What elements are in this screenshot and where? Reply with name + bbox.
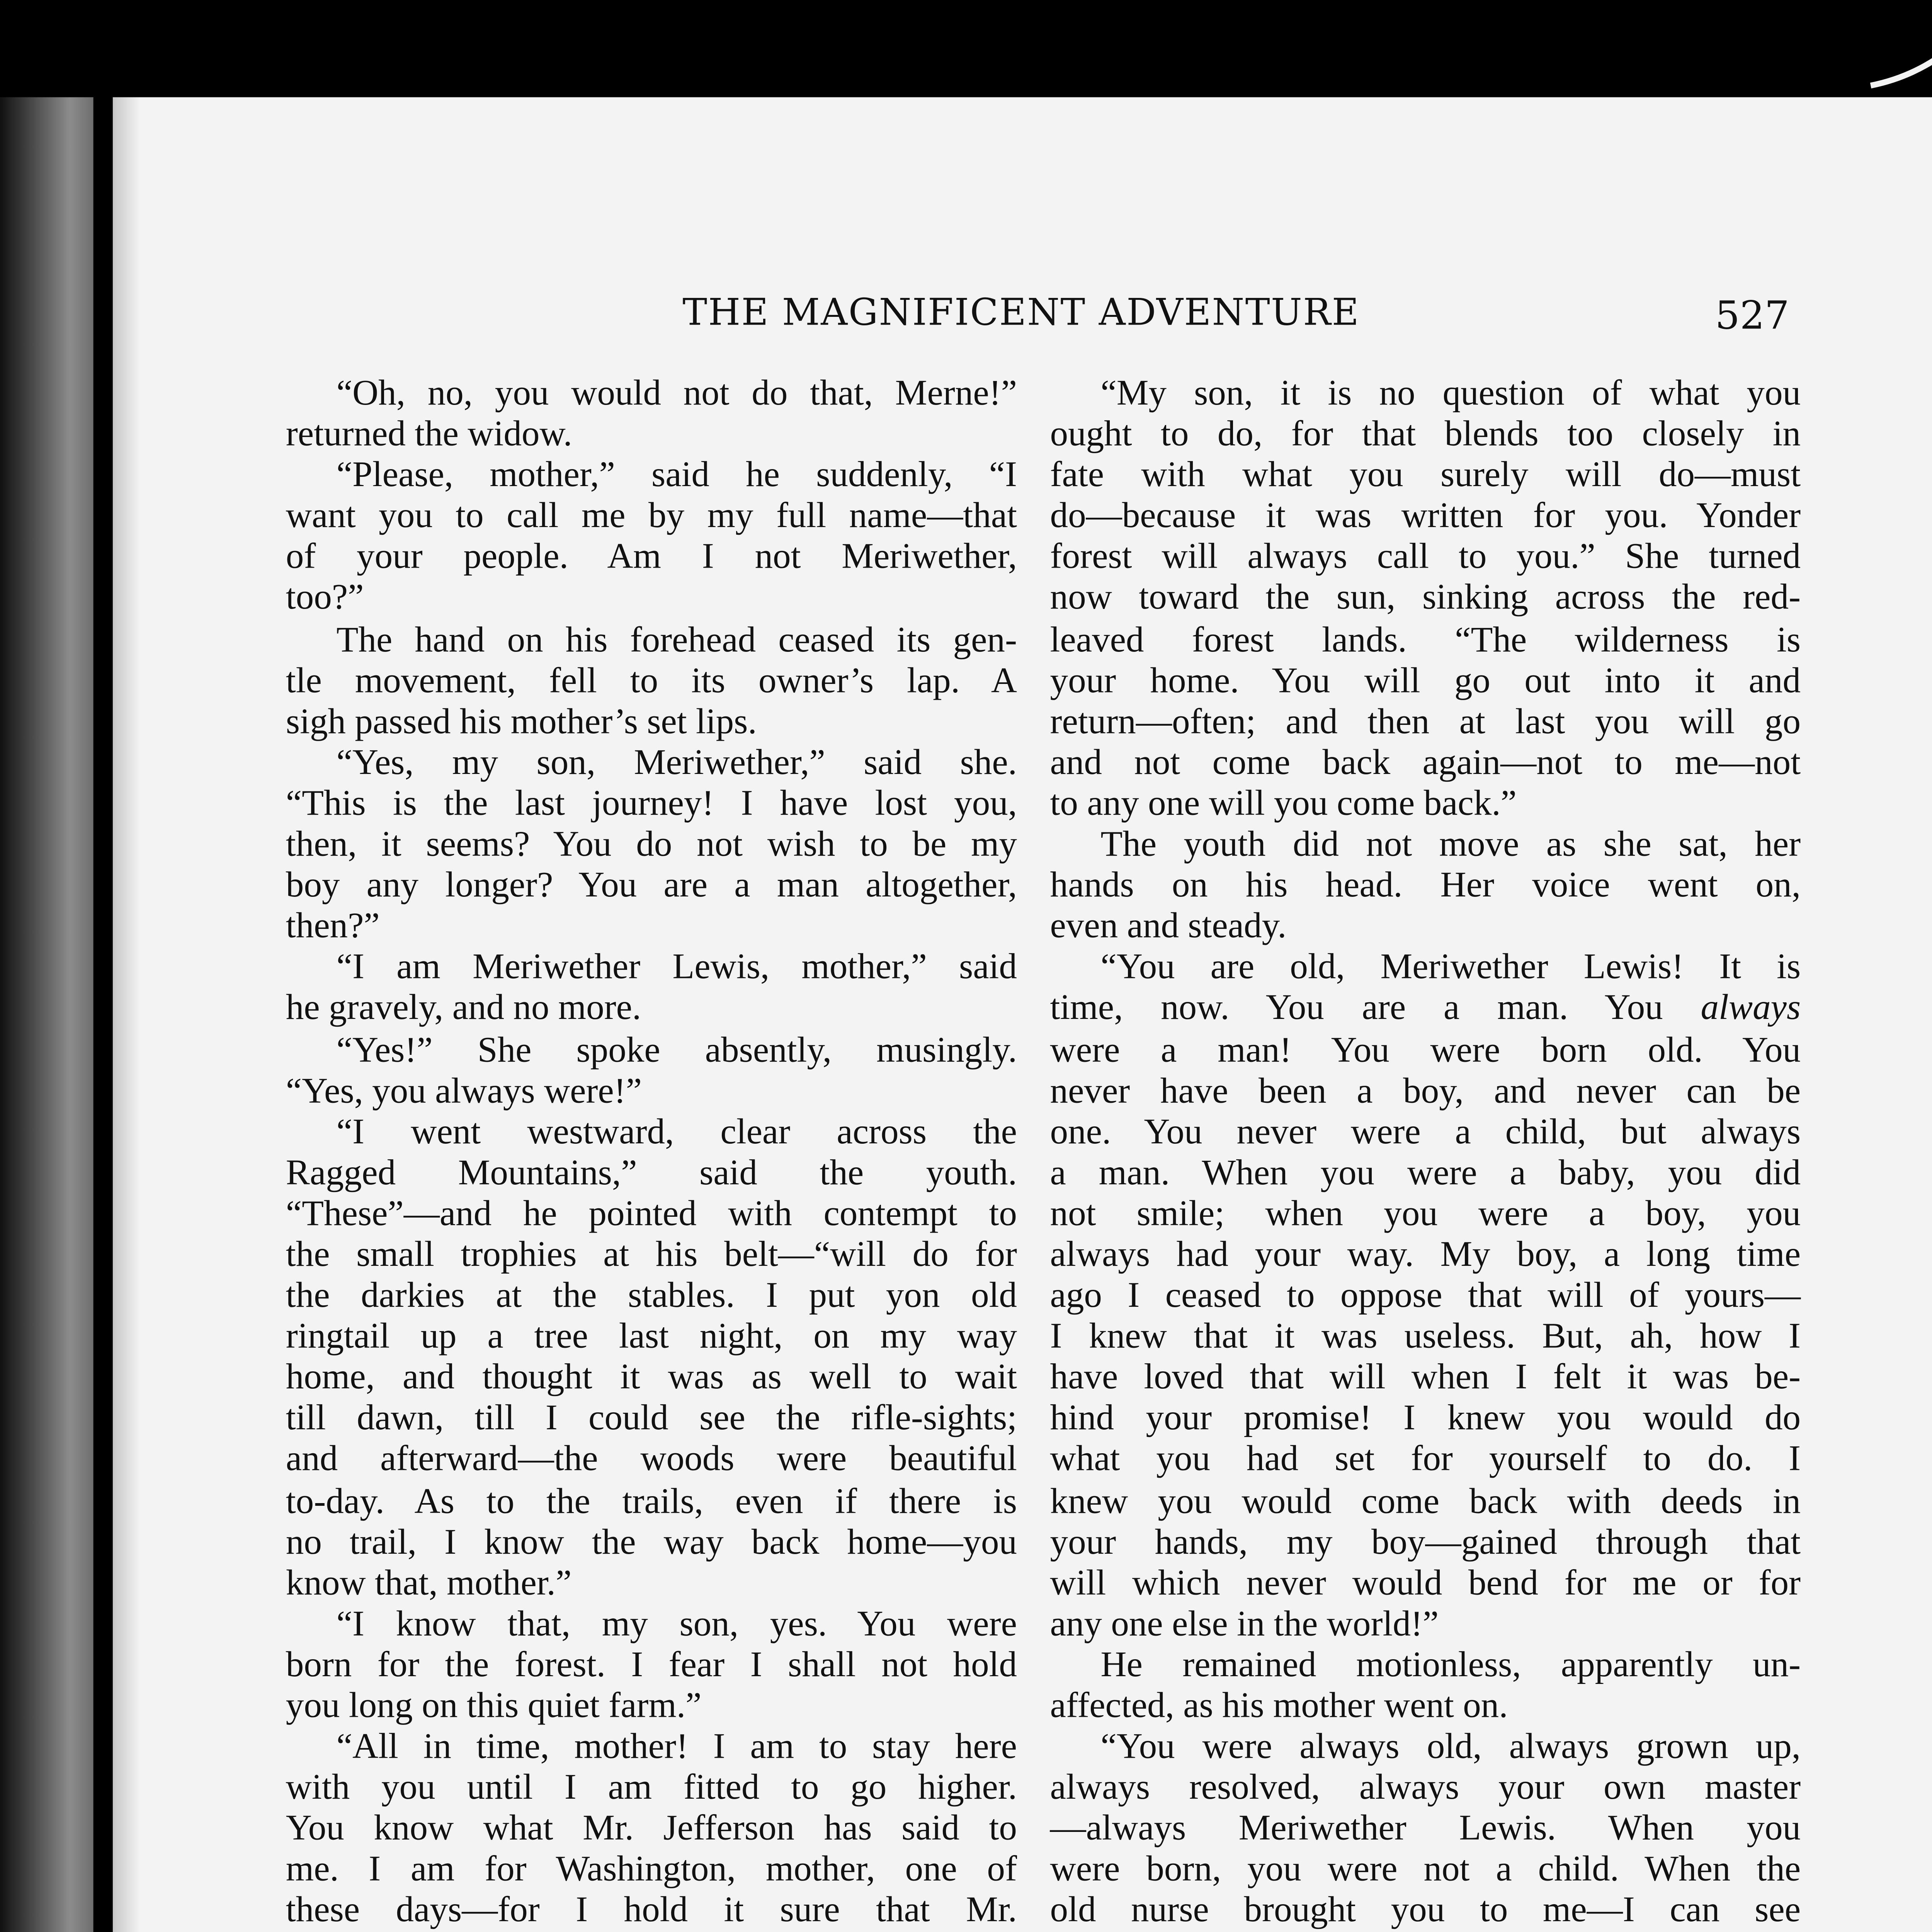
text-line: boy any longer? You are a man altogether, — [286, 867, 1017, 906]
text-line: were born, you were not a child. When the — [1050, 1852, 1801, 1891]
text-line: what you had set for yourself to do. I — [1050, 1442, 1801, 1481]
text-line: with you until I am fitted to go higher. — [286, 1770, 1017, 1809]
text-line: tle movement, fell to its owner’s lap. A — [286, 662, 1017, 702]
text-line: “I am Meriwether Lewis, mother,” said — [336, 949, 1017, 989]
italic-word: always — [1701, 990, 1801, 1030]
text-line: were a man! You were born old. You — [1050, 1031, 1801, 1071]
text-line: he gravely, and no more. — [286, 990, 641, 1030]
text-line: The hand on his forehead ceased its gen- — [336, 621, 1017, 660]
text-line: The youth did not move as she sat, her — [1100, 826, 1801, 866]
text-line: I knew that it was useless. But, ah, how I — [1050, 1318, 1801, 1358]
text-line: even and steady. — [1050, 908, 1287, 947]
text-line: knew you would come back with deeds in — [1050, 1483, 1801, 1522]
text-line: time, now. You are a man. You always — [1050, 990, 1801, 1030]
text-line: hands on his head. Her voice went on, — [1050, 867, 1801, 906]
text-line: “Yes, you always were!” — [286, 1072, 642, 1112]
text-line: do—because it was written for you. Yonder — [1050, 498, 1801, 537]
text-line: too?” — [286, 580, 364, 619]
text-line: till dawn, till I could see the rifle-sights; — [286, 1401, 1017, 1440]
text-line: ago I ceased to oppose that will of yours— — [1050, 1277, 1801, 1317]
text-line: return—often; and then at last you will go — [1050, 703, 1801, 743]
text-line: will which never would bend for me or for — [1050, 1565, 1801, 1604]
text-line: returned the widow. — [286, 416, 572, 456]
text-line: to any one will you come back.” — [1050, 785, 1517, 825]
text-line: your hands, my boy—gained through that — [1050, 1524, 1801, 1563]
text-line: “All in time, mother! I am to stay here — [336, 1729, 1017, 1768]
text-line: ought to do, for that blends too closely in — [1050, 416, 1801, 456]
text-line: “These”—and he pointed with contempt to — [286, 1196, 1017, 1235]
text-line: hind your promise! I knew you would do — [1050, 1401, 1801, 1440]
text-line: “You were always old, always grown up, — [1100, 1729, 1801, 1768]
text-line: want you to call me by my full name—that — [286, 498, 1017, 537]
text-line: then, it seems? You do not wish to be my — [286, 826, 1017, 866]
text-line: You know what Mr. Jefferson has said to — [286, 1811, 1017, 1850]
text-line: then?” — [286, 908, 380, 947]
text-line: “This is the last journey! I have lost you, — [286, 785, 1017, 825]
text-line: sigh passed his mother’s set lips. — [286, 703, 757, 743]
text-line: leaved forest lands. “The wilderness is — [1050, 621, 1801, 660]
text-line: these days—for I hold it sure that Mr. — [286, 1893, 1017, 1932]
text-line: one. You never were a child, but always — [1050, 1114, 1801, 1153]
text-line: not smile; when you were a boy, you — [1050, 1196, 1801, 1235]
text-line: He remained motionless, apparently un- — [1100, 1647, 1801, 1686]
text-line: the small trophies at his belt—“will do for — [286, 1236, 1017, 1276]
text-line: no trail, I know the way back home—you — [286, 1524, 1017, 1563]
text-line: always resolved, always your own master — [1050, 1770, 1801, 1809]
text-line: any one else in the world!” — [1050, 1605, 1439, 1645]
text-column-left — [286, 375, 1017, 1932]
corner-scratch-mark — [1867, 0, 1932, 97]
page-number: 527 — [1715, 291, 1789, 338]
text-line: forest will always call to you.” She turned — [1050, 539, 1801, 578]
text-line: “I went westward, clear across the — [336, 1114, 1017, 1153]
text-line: to-day. As to the trails, even if there is — [286, 1483, 1017, 1522]
text-line: affected, as his mother went on. — [1050, 1688, 1508, 1727]
text-line: fate with what you surely will do—must — [1050, 457, 1801, 497]
text-line: “Please, mother,” said he suddenly, “I — [336, 457, 1017, 497]
text-line: always had your way. My boy, a long time — [1050, 1236, 1801, 1276]
text-line: a man. When you were a baby, you did — [1050, 1155, 1801, 1194]
text-line: and not come back again—not to me—not — [1050, 744, 1801, 784]
text-line: the darkies at the stables. I put yon old — [286, 1277, 1017, 1317]
text-line: Ragged Mountains,” said the youth. — [286, 1155, 1017, 1194]
text-line: home, and thought it was as well to wait — [286, 1359, 1017, 1399]
text-line: —always Meriwether Lewis. When you — [1050, 1811, 1801, 1850]
text-column-right — [1050, 375, 1801, 1932]
text-line: and afterward—the woods were beautiful — [286, 1442, 1017, 1481]
text-line: your home. You will go out into it and — [1050, 662, 1801, 702]
text-line: ringtail up a tree last night, on my way — [286, 1318, 1017, 1358]
text-line: “Oh, no, you would not do that, Merne!” — [336, 375, 1017, 414]
text-line: you long on this quiet farm.” — [286, 1688, 702, 1727]
text-line: “Yes!” She spoke absently, musingly. — [336, 1031, 1017, 1071]
text-line: me. I am for Washington, mother, one of — [286, 1852, 1017, 1891]
text-line: never have been a boy, and never can be — [1050, 1072, 1801, 1112]
text-line: “You are old, Meriwether Lewis! It is — [1100, 949, 1801, 989]
text-line: now toward the sun, sinking across the red- — [1050, 580, 1801, 619]
facing-page-edge — [0, 97, 94, 1932]
text-line: “Yes, my son, Meriwether,” said she. — [336, 744, 1017, 784]
running-head-title: THE MAGNIFICENT ADVENTURE — [682, 291, 1360, 335]
text-line: “My son, it is no question of what you — [1100, 375, 1801, 414]
text-line: have loved that will when I felt it was be- — [1050, 1359, 1801, 1399]
text-line: “I know that, my son, yes. You were — [336, 1605, 1017, 1645]
text-line: born for the forest. I fear I shall not hold — [286, 1647, 1017, 1686]
text-line: of your people. Am I not Meriwether, — [286, 539, 1017, 578]
text-line: old nurse brought you to me—I can see — [1050, 1893, 1801, 1932]
text-line: know that, mother.” — [286, 1565, 572, 1604]
